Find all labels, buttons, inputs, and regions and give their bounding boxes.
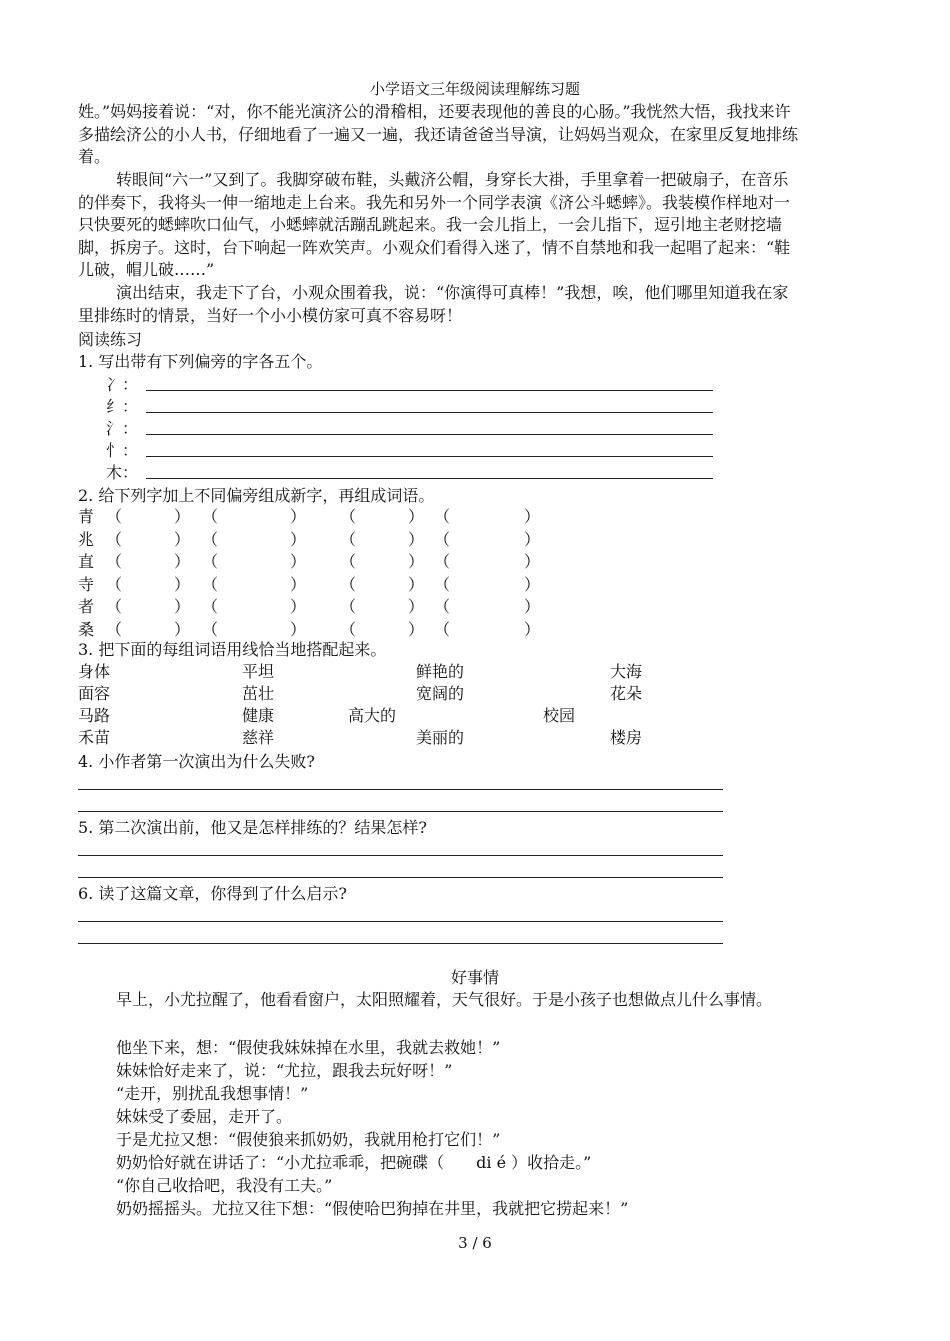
paren-close: ） — [408, 529, 425, 549]
word-right-2: 花朵 — [610, 684, 643, 703]
paren-close: ） — [408, 552, 425, 571]
paren-close: ） — [290, 507, 307, 526]
story2-line: 奶奶恰好就在讲话了：“小尤拉乖乖，把碗碟（ di é ）收拾走。” — [116, 1153, 592, 1172]
paren-close: ） — [408, 574, 425, 594]
question-3: 3. 把下面的每组词语用线恰当地搭配起来。 — [78, 640, 387, 659]
base-char: 直 — [78, 552, 95, 571]
paren-open: （ — [202, 552, 219, 571]
word-left-2: 鲜艳的 — [416, 662, 465, 681]
answer-line — [146, 478, 713, 479]
answer-line — [78, 855, 723, 856]
story2-line: “走开，别扰乱我想事情！” — [116, 1084, 309, 1103]
answer-line — [146, 412, 713, 413]
answer-line — [78, 921, 723, 922]
paren-open: （ — [434, 507, 451, 526]
paren-open: （ — [340, 529, 357, 549]
page-number: 3 / 6 — [458, 1234, 492, 1252]
answer-line — [78, 877, 723, 878]
radical-label: 忄： — [106, 441, 139, 460]
base-char: 兆 — [78, 529, 95, 549]
paren-open: （ — [106, 597, 123, 616]
word-left-1: 身体 — [78, 662, 111, 681]
word-right-1: 茁壮 — [242, 684, 275, 703]
word-right-2: 校园 — [543, 706, 576, 725]
answer-line — [78, 789, 723, 790]
paren-open: （ — [202, 507, 219, 526]
question-2: 2. 给下列字加上不同偏旁组成新字，再组成词语。 — [78, 486, 435, 505]
story-paragraph-3: 演出结束，我走下了台，小观众围着我，说：“你演得可真棒！”我想，唉，他们哪里知道我在家里排练时的情景，当好一个小小模仿家可真不容易呀！ — [78, 283, 789, 325]
paren-open: （ — [106, 529, 123, 549]
paren-close: ） — [290, 552, 307, 571]
answer-line — [146, 434, 713, 435]
answer-line — [78, 943, 723, 944]
paren-open: （ — [340, 597, 357, 616]
word-left-1: 禾苗 — [78, 728, 111, 747]
radical-label: 氵： — [106, 419, 139, 438]
page-header: 小学语文三年级阅读理解练习题 — [369, 80, 580, 98]
paren-close: ） — [174, 597, 191, 616]
paren-close: ） — [290, 619, 307, 639]
answer-line — [146, 390, 713, 391]
story2-line: “你自己收拾吧，我没有工夫。” — [116, 1176, 333, 1195]
paren-close: ） — [290, 597, 307, 616]
base-char: 青 — [78, 507, 95, 526]
exercise-heading: 阅读练习 — [78, 330, 143, 349]
question-6: 6. 读了这篇文章，你得到了什么启示? — [78, 884, 347, 903]
paren-open: （ — [106, 552, 123, 571]
story-paragraph-1: 姓。”妈妈接着说：“对，你不能光演济公的滑稽相，还要表现他的善良的心肠。”我恍然大悟，我找来许多描绘济公的小人书，仔细地看了一遍又一遍，我还请爸爸当导演，让妈妈当观众，在家里反复地排练着。 — [78, 102, 799, 166]
word-right-1: 健康 — [242, 706, 275, 725]
word-right-1: 平坦 — [242, 662, 275, 681]
story2-line: 妹妹受了委屈，走开了。 — [116, 1107, 293, 1126]
word-left-2: 宽阔的 — [416, 684, 465, 703]
question-1: 1. 写出带有下列偏旁的字各五个。 — [78, 352, 323, 371]
paren-close: ） — [408, 507, 425, 526]
paren-open: （ — [106, 507, 123, 526]
paren-close: ） — [524, 574, 541, 594]
paren-open: （ — [106, 574, 123, 594]
paren-open: （ — [340, 507, 357, 526]
radical-label: 冫： — [106, 375, 139, 394]
paren-close: ） — [524, 529, 541, 549]
paren-open: （ — [202, 574, 219, 594]
base-char: 寺 — [78, 574, 95, 594]
radical-label: 纟： — [106, 397, 139, 416]
paren-open: （ — [202, 619, 219, 639]
word-right-1: 慈祥 — [242, 728, 275, 747]
paren-close: ） — [524, 619, 541, 639]
paren-open: （ — [340, 552, 357, 571]
word-left-2: 高大的 — [348, 706, 397, 725]
paren-close: ） — [524, 552, 541, 571]
question-4: 4. 小作者第一次演出为什么失败? — [78, 752, 315, 771]
word-left-1: 面容 — [78, 684, 111, 703]
story2-line: 奶奶摇摇头。尤拉又往下想：“假使哈巴狗掉在井里，我就把它捞起来！” — [116, 1199, 629, 1218]
paren-close: ） — [524, 507, 541, 526]
story2-line: 妹妹恰好走来了，说：“尤拉，跟我去玩好呀！” — [116, 1061, 453, 1080]
paren-close: ） — [174, 507, 191, 526]
answer-line — [146, 456, 713, 457]
story-title: 好事情 — [450, 968, 499, 987]
word-right-2: 楼房 — [610, 728, 643, 747]
paren-open: （ — [202, 597, 219, 616]
paren-open: （ — [434, 552, 451, 571]
paren-close: ） — [290, 529, 307, 549]
story2-line: 于是尤拉又想：“假使狼来抓奶奶，我就用枪打它们！” — [116, 1130, 501, 1149]
story2-line: 他坐下来，想：“假使我妹妹掉在水里，我就去救她！” — [116, 1038, 501, 1057]
paren-open: （ — [340, 619, 357, 639]
paren-open: （ — [202, 529, 219, 549]
paren-open: （ — [434, 597, 451, 616]
paren-close: ） — [174, 529, 191, 549]
paren-close: ） — [174, 574, 191, 594]
paren-open: （ — [434, 529, 451, 549]
story2-line: 早上，小尤拉醒了，他看看窗户，太阳照耀着，天气很好。于是小孩子也想做点儿什么事情。 — [116, 990, 773, 1009]
word-left-1: 马路 — [78, 706, 111, 725]
word-left-2: 美丽的 — [416, 728, 465, 747]
word-right-2: 大海 — [610, 662, 643, 681]
paren-open: （ — [340, 574, 357, 594]
paren-close: ） — [524, 597, 541, 616]
paren-close: ） — [408, 597, 425, 616]
paren-close: ） — [174, 552, 191, 571]
radical-label: 木： — [106, 463, 139, 482]
base-char: 者 — [78, 597, 95, 616]
paren-open: （ — [434, 574, 451, 594]
paren-close: ） — [408, 619, 425, 639]
base-char: 桑 — [78, 619, 95, 639]
answer-line — [78, 811, 723, 812]
paren-open: （ — [106, 619, 123, 639]
paren-close: ） — [290, 574, 307, 594]
paren-open: （ — [434, 619, 451, 639]
story-paragraph-2: 转眼间“六一”又到了。我脚穿破布鞋，头戴济公帽，身穿长大褂，手里拿着一把破扇子，在音乐的伴奏下，我将头一伸一缩地走上台来。我先和另外一个同学表演《济公斗蟋蟀》。我装模作样地对一只快要死的蟋蟀吹口仙气，小蟋蟀就活蹦乱跳起来。我一会儿指上，一会儿指下，逗引地主老财挖墙脚，拆房子。这时，台下响起一阵欢笑声。小观众们看得入迷了，情不自禁地和我一起唱了起来：“鞋儿破，帽儿破……” — [78, 170, 791, 279]
paren-close: ） — [174, 619, 191, 639]
question-5: 5. 第二次演出前，他又是怎样排练的？结果怎样? — [78, 818, 427, 837]
